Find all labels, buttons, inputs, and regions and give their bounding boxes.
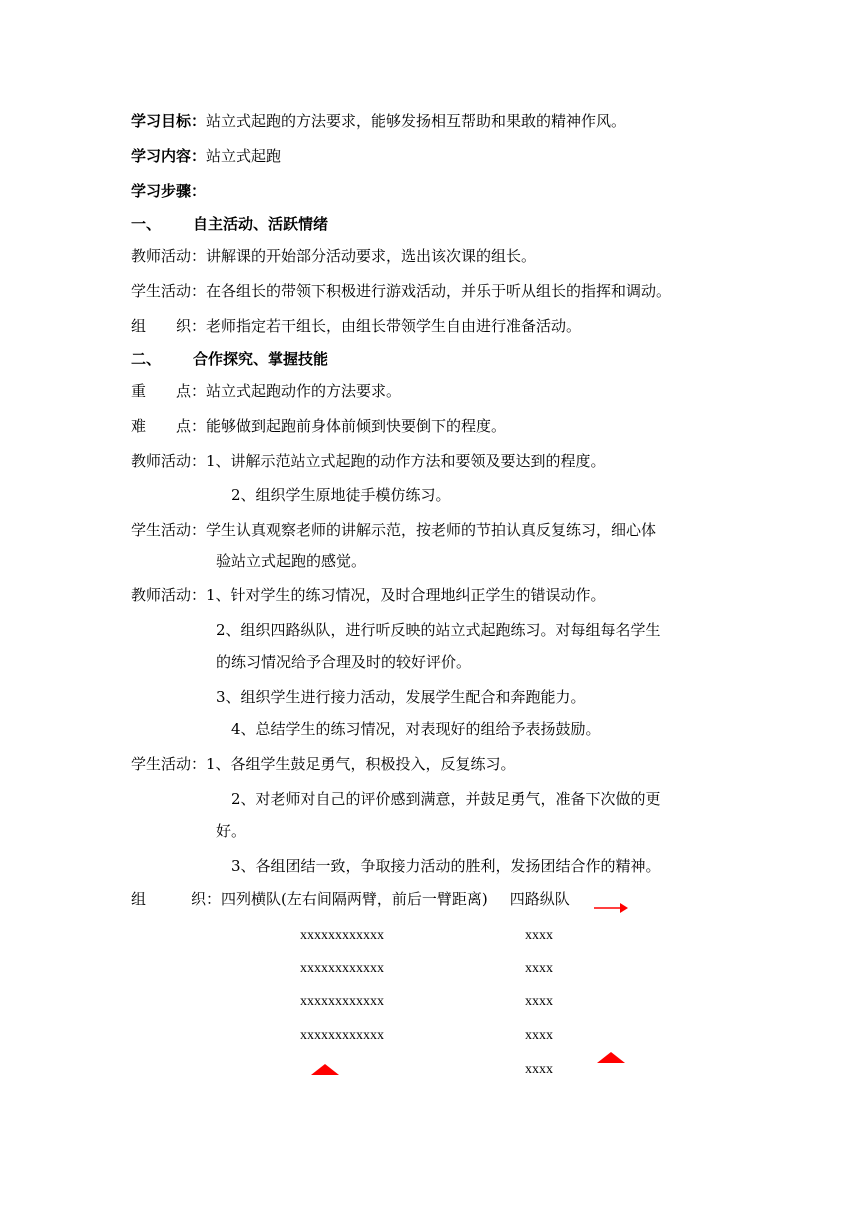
student2-text: 3、各组团结一致，争取接力活动的胜利，发扬团结合作的精神。 [231,857,661,875]
content-line [131,146,281,166]
section2-org-text: 四列横队(左右间隔两臂，前后一臂距离) [221,890,488,908]
column-row: xxxx [525,1062,553,1077]
section2-difficulty-label-b: 点： [176,417,207,435]
section1-teacher-text: 讲解课的开始部分活动要求，选出该次课的组长。 [206,247,537,265]
student2-line1 [131,754,516,774]
section1-org-label-b: 织： [176,317,207,335]
section1-title: 自主活动、活跃情绪 [193,215,329,233]
section2-difficulty-text: 能够做到起跑前身体前倾到快要倒下的程度。 [206,417,507,435]
section2-org-label-a: 组 [131,890,147,908]
content-label: 学习内容： [131,147,207,165]
teacher2-text: 1、针对学生的练习情况，及时合理地纠正学生的错误动作。 [206,586,606,604]
student1-label: 学生活动： [131,521,207,539]
section2-org [131,889,570,909]
section1-org [131,316,581,336]
section2-key-label-a: 重 [131,382,147,400]
column-row: xxxx [525,961,553,976]
section2-key-label-b: 点： [176,382,207,400]
teacher2-line1 [131,585,606,605]
section2-difficulty [131,416,506,436]
student2-text: 好。 [216,822,247,840]
horizontal-row: xxxxxxxxxxxx [300,1028,384,1043]
objective-label: 学习目标： [131,112,207,130]
steps-label: 学习步骤： [131,182,207,200]
arrow-right-icon [594,900,630,916]
column-row: xxxx [525,928,553,943]
teacher1-item: 2、组织学生原地徒手模仿练习。 [231,486,451,504]
section1-org-text: 老师指定若干组长，由组长带领学生自由进行准备活动。 [206,317,582,335]
section1-number: 一、 [131,215,162,233]
content-text: 站立式起跑 [206,147,282,165]
teacher-marker-triangle-icon [311,1064,339,1075]
student2-label: 学生活动： [131,755,207,773]
section2-org-text2: 四路纵队 [509,890,570,908]
horizontal-row: xxxxxxxxxxxx [300,961,384,976]
section1-student-label: 学生活动： [131,282,207,300]
teacher2-text: 3、组织学生进行接力活动，发展学生配合和奔跑能力。 [216,688,586,706]
teacher2-label: 教师活动： [131,586,207,604]
teacher1-label: 教师活动： [131,452,207,470]
section1-student [131,281,671,301]
section1-teacher [131,246,536,266]
teacher2-text: 4、总结学生的练习情况，对表现好的组给予表扬鼓励。 [231,720,601,738]
steps-line [131,181,206,201]
section2-heading [131,349,328,369]
section2-difficulty-label-a: 难 [131,417,147,435]
section2-title: 合作探究、掌握技能 [193,350,329,368]
section1-teacher-label: 教师活动： [131,247,207,265]
objective-text: 站立式起跑的方法要求，能够发扬相互帮助和果敢的精神作风。 [206,112,627,130]
objective-line [131,111,626,131]
section1-student-text: 在各组长的带领下积极进行游戏活动，并乐于听从组长的指挥和调动。 [206,282,672,300]
teacher1-line1 [131,451,606,471]
teacher2-text: 的练习情况给予合理及时的较好评价。 [216,653,472,671]
student1-text: 验站立式起跑的感觉。 [216,552,367,570]
section2-number: 二、 [131,350,162,368]
student1-text: 学生认真观察老师的讲解示范，按老师的节拍认真反复练习，细心体 [206,521,657,539]
section2-key [131,381,401,401]
teacher-marker-triangle-icon [597,1052,625,1063]
teacher2-text: 2、组织四路纵队，进行听反映的站立式起跑练习。对每组每名学生 [216,621,661,639]
horizontal-row: xxxxxxxxxxxx [300,994,384,1009]
section1-org-label-a: 组 [131,317,147,335]
section1-heading [131,214,328,234]
student1-line1 [131,520,656,540]
horizontal-row: xxxxxxxxxxxx [300,928,384,943]
student2-text: 1、各组学生鼓足勇气，积极投入，反复练习。 [206,755,516,773]
column-row: xxxx [525,1028,553,1043]
section2-key-text: 站立式起跑动作的方法要求。 [206,382,402,400]
student2-text: 2、对老师对自己的评价感到满意，并鼓足勇气，准备下次做的更 [231,790,661,808]
teacher1-item: 1、讲解示范站立式起跑的动作方法和要领及要达到的程度。 [206,452,606,470]
section2-org-label-b: 织： [191,890,222,908]
column-row: xxxx [525,994,553,1009]
